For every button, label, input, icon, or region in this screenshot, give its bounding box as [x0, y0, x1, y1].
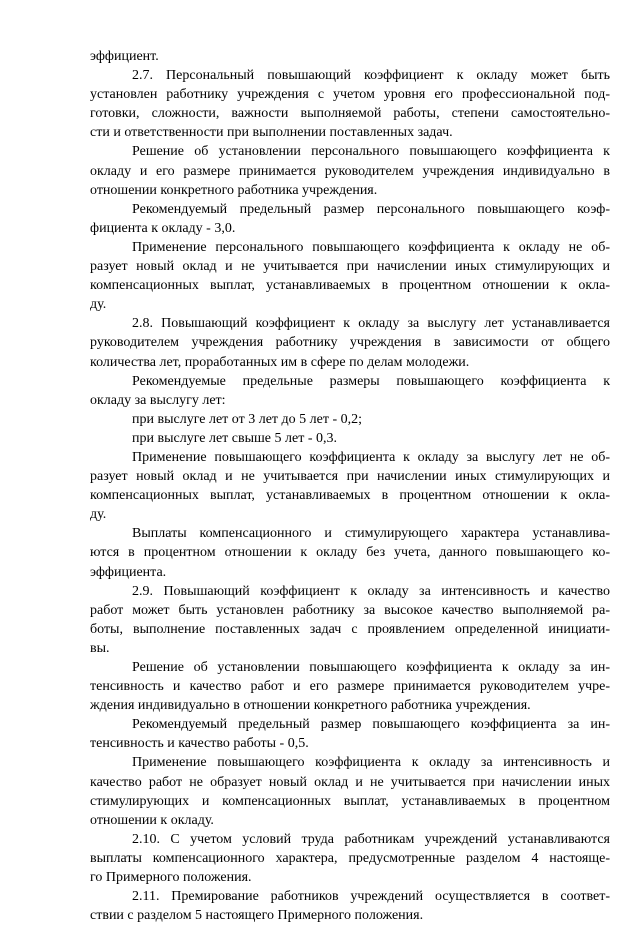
text-line: руководителем учреждения работнику учреждения в зависимости от общего [90, 335, 610, 351]
text-line: эффициент. [90, 49, 159, 64]
text-line: количества лет, проработанных им в сфере по делам молодежи. [90, 354, 470, 370]
text-line: сти и ответственности при выполнении поставленных задач. [90, 125, 453, 141]
text-line: боты, выполнение поставленных задач с проявлением определенной инициати- [90, 621, 610, 637]
text-line: компенсационных выплат, устанавливаемых в процентном отношении к окла- [90, 278, 610, 294]
text-line: Применение повышающего коэффициента к окладу за интенсивность и [132, 755, 610, 771]
text-line: работ может быть установлен работнику за высокое качество выполняемой ра- [90, 602, 610, 618]
text-line: отношении конкретного работника учреждения. [90, 182, 378, 198]
text-line: ду. [90, 297, 107, 313]
text-line: 2.10. С учетом условий труда работникам учреждений устанавливаются [132, 831, 610, 847]
text-line: ются в процентном отношении к окладу без учета, данного повышающего ко- [90, 545, 610, 561]
text-line: окладу за выслугу лет: [90, 392, 226, 408]
text-line: 2.8. Повышающий коэффициент к окладу за выслугу лет устанавливается [132, 316, 610, 332]
text-line: стимулирующих и компенсационных выплат, устанавливаемых в процентном [90, 793, 610, 809]
document-page [90, 47, 610, 925]
text-line: тенсивность и качество работы - 0,5. [90, 736, 309, 752]
text-line: Выплаты компенсационного и стимулирующего характера устанавлива- [132, 526, 610, 542]
text-line: Рекомендуемый предельный размер персонального повышающего коэф- [132, 201, 610, 217]
text-line: эффициента. [90, 564, 167, 580]
text-line: го Примерного положения. [90, 870, 252, 886]
text-line: Рекомендуемый предельный размер повышающего коэффициента за ин- [132, 717, 610, 733]
text-line: Применение повышающего коэффициента к окладу за выслугу лет не об- [132, 449, 610, 465]
text-line: разует новый оклад и не учитывается при начислении иных стимулирующих и [90, 469, 610, 485]
text-line: окладу и его размере принимается руководителем учреждения индивидуально в [90, 163, 610, 179]
text-line: ждения индивидуально в отношении конкретного работника учреждения. [90, 698, 531, 714]
text-line: выплаты компенсационного характера, предусмотренные разделом 4 настояще- [90, 850, 610, 866]
text-line: при выслуге лет свыше 5 лет - 0,3. [132, 430, 337, 446]
text-line: 2.7. Персональный повышающий коэффициент к окладу может быть [132, 68, 610, 84]
text-line: разует новый оклад и не учитывается при начислении иных стимулирующих и [90, 259, 610, 275]
text-line: 2.11. Премирование работников учреждений осуществляется в соответ- [132, 889, 610, 905]
text-line: тенсивность и качество работ и его размере принимается руководителем учре- [90, 679, 610, 695]
text-line: отношении к окладу. [90, 812, 214, 828]
text-line: качество работ не образует новый оклад и не учитывается при начислении иных [90, 774, 610, 790]
text-line: Применение персонального повышающего коэффициента к окладу не об- [132, 239, 610, 255]
text-line: Решение об установлении персонального повышающего коэффициента к [132, 144, 610, 160]
text-line: 2.9. Повышающий коэффициент к окладу за интенсивность и качество [132, 583, 610, 599]
text-line: Рекомендуемые предельные размеры повышающего коэффициента к [132, 373, 610, 389]
text-line: компенсационных выплат, устанавливаемых в процентном отношении к окла- [90, 488, 610, 504]
text-line: Решение об установлении повышающего коэффициента к окладу за ин- [132, 660, 610, 675]
text-line: готовки, сложности, важности выполняемой работы, степени самостоятельно- [90, 106, 610, 122]
text-line: ду. [90, 507, 107, 523]
text-line: при выслуге лет от 3 лет до 5 лет - 0,2; [132, 411, 363, 427]
text-line: ствии с разделом 5 настоящего Примерного положения. [90, 908, 424, 924]
text-line: фициента к окладу - 3,0. [90, 220, 236, 236]
text-line: установлен работнику учреждения с учетом уровня его профессиональной под- [90, 87, 610, 103]
text-line: вы. [90, 640, 110, 656]
